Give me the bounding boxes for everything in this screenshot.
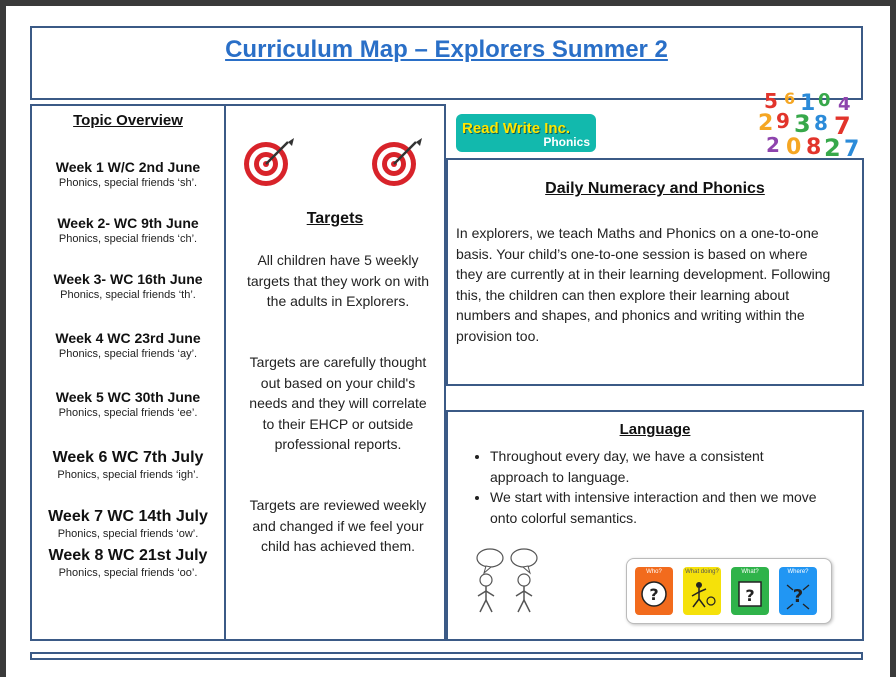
week-8 — [32, 546, 224, 580]
number-digit: 7 — [834, 112, 851, 140]
week-5 — [32, 388, 224, 420]
targets-heading: Targets — [306, 210, 364, 227]
running-figure-icon — [683, 567, 721, 615]
week-detail: Phonics, special friends ‘ch’. — [58, 233, 198, 245]
page-title: Curriculum Map – Explorers Summer 2 — [225, 36, 668, 63]
week-detail: Phonics, special friends ‘th’. — [60, 289, 196, 301]
number-digit: 2 — [824, 134, 841, 158]
target-icon — [370, 134, 424, 188]
week-detail: Phonics, special friends ‘igh’. — [57, 469, 199, 481]
week-title: Week 6 WC 7th July — [52, 449, 204, 466]
week-detail: Phonics, special friends ‘sh’. — [58, 177, 198, 189]
numeracy-body: In explorers, we teach Maths and Phonics on a one-to-one basis. Your child’s one-to-one session is based on where they are currently at in their learning development. Following this, the children can then explore their learning about numbers and shapes, and phonics and writing within the provision too. — [456, 225, 831, 344]
number-digit: 0 — [786, 135, 802, 158]
week-6 — [32, 448, 224, 482]
week-4 — [32, 329, 224, 361]
week-7 — [32, 507, 224, 541]
language-heading: Language — [619, 421, 691, 438]
topic-overview-box — [30, 104, 226, 641]
question-box-icon — [731, 567, 769, 615]
symbol-label: Who? — [646, 569, 662, 575]
week-detail: Phonics, special friends ‘ee’. — [58, 407, 198, 419]
topic-heading: Topic Overview — [73, 112, 183, 129]
week-title: Week 4 WC 23rd June — [55, 330, 201, 346]
read-write-inc-logo — [456, 114, 596, 152]
question-arrows-icon — [779, 567, 817, 615]
week-1 — [32, 158, 224, 190]
number-digit: 2 — [766, 133, 780, 157]
week-title: Week 2- WC 9th June — [57, 215, 199, 231]
header-box — [30, 26, 863, 100]
logo-main-text: Read Write Inc. — [462, 120, 571, 137]
week-title: Week 7 WC 14th July — [48, 508, 208, 525]
targets-paragraph: All children have 5 weekly targets that they work on with the adults in Explorers. — [246, 252, 430, 309]
week-detail: Phonics, special friends ‘ow’. — [57, 528, 199, 540]
number-digit: 1 — [800, 91, 816, 116]
numeracy-box — [446, 158, 864, 386]
svg-text:?: ? — [745, 586, 755, 605]
language-bullets — [470, 446, 822, 528]
what-symbol — [731, 567, 769, 615]
target-icon — [242, 134, 296, 188]
language-bullet: • Throughout every day, we have a consistent approach to language. — [490, 446, 822, 487]
week-title: Week 5 WC 30th June — [55, 389, 201, 405]
number-digit: 7 — [844, 137, 860, 158]
week-3 — [32, 270, 224, 302]
week-detail: Phonics, special friends ‘oo’. — [58, 567, 198, 579]
number-digit: 2 — [758, 111, 774, 136]
numeracy-heading: Daily Numeracy and Phonics — [545, 180, 765, 197]
language-box — [446, 410, 864, 641]
number-digit: 8 — [814, 111, 828, 135]
week-detail: Phonics, special friends ‘ay’. — [58, 348, 198, 360]
targets-paragraph: Targets are reviewed weekly and changed if we feel your child has achieved them. — [249, 497, 427, 554]
number-digit: 0 — [818, 90, 831, 111]
numbers-graphic-icon — [758, 86, 864, 158]
number-digit: 4 — [838, 94, 851, 115]
colorful-semantics-card — [626, 558, 832, 624]
children-talking-icon — [468, 546, 552, 616]
symbol-label: What doing? — [685, 569, 719, 575]
number-digit: 8 — [806, 135, 822, 158]
logo-sub-text: Phonics — [543, 135, 590, 149]
symbol-label: What? — [741, 569, 759, 575]
number-digit: 5 — [764, 89, 778, 113]
week-title: Week 3- WC 16th June — [53, 271, 203, 287]
question-face-icon — [635, 567, 673, 615]
number-digit: 9 — [776, 109, 790, 133]
week-2 — [32, 214, 224, 246]
svg-text:?: ? — [792, 586, 804, 607]
targets-box — [224, 104, 446, 641]
where-symbol — [779, 567, 817, 615]
footer-bar — [30, 652, 863, 660]
svg-text:?: ? — [649, 585, 659, 604]
week-title: Week 1 W/C 2nd June — [55, 159, 201, 175]
what-doing-symbol — [683, 567, 721, 615]
week-title: Week 8 WC 21st July — [48, 547, 208, 564]
language-bullet: • We start with intensive interaction and then we move onto colorful semantics. — [490, 487, 822, 528]
curriculum-page — [6, 6, 890, 677]
number-digit: 3 — [794, 110, 811, 138]
targets-paragraph: Targets are carefully thought out based on your child's needs and they will correlate to their EHCP or outside professional reports. — [249, 354, 427, 452]
number-digit: 6 — [784, 89, 796, 108]
who-symbol — [635, 567, 673, 615]
symbol-label: Where? — [787, 569, 809, 575]
